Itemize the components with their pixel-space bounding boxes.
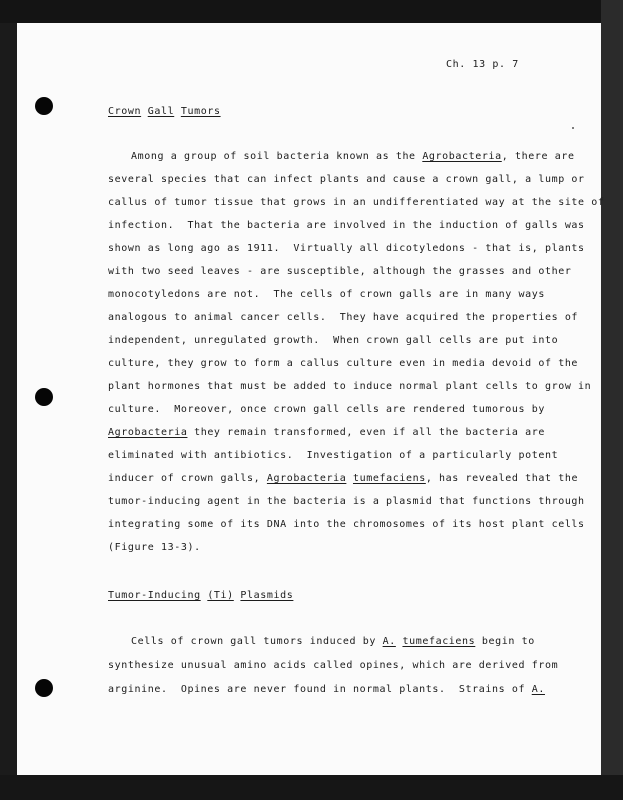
text-segment: arginine. Opines are never found in normal plants. Strains of	[108, 684, 532, 695]
text-line	[131, 151, 575, 162]
heading-word: Crown	[108, 106, 142, 117]
text-segment: , has revealed that the	[425, 473, 579, 484]
heading-word: Tumor-Inducing	[108, 590, 201, 601]
text-line	[108, 197, 605, 208]
text-segment: inducer of crown galls,	[108, 473, 267, 484]
text-line	[108, 312, 578, 323]
underlined-term: Agrobacteria	[108, 427, 188, 438]
section-heading-crown-gall-tumors	[108, 106, 221, 117]
text-segment: shown as long ago as 1911. Virtually all dicotyledons - that is, plants	[108, 243, 585, 254]
text-segment: callus of tumor tissue that grows in an undifferentiated way at the site of	[108, 197, 605, 208]
binder-hole-middle	[35, 388, 53, 406]
page-reference: Ch. 13 p. 7	[446, 59, 519, 70]
binder-hole-top	[35, 97, 53, 115]
heading-word: Gall	[147, 106, 175, 117]
text-line	[108, 174, 585, 185]
scan-border-right	[601, 0, 623, 800]
text-line	[108, 381, 591, 392]
text-line	[108, 450, 558, 461]
text-segment	[346, 473, 353, 484]
text-segment: tumor-inducing agent in the bacteria is a plasmid that functions through	[108, 496, 585, 507]
speck	[572, 127, 574, 129]
text-line	[108, 496, 585, 507]
text-segment: analogous to animal cancer cells. They have acquired the properties of	[108, 312, 579, 323]
text-line	[108, 660, 558, 671]
text-segment: synthesize unusual amino acids called opines, which are derived from	[108, 660, 559, 671]
text-line	[108, 220, 585, 231]
text-segment: culture. Moreover, once crown gall cells are rendered tumorous by	[108, 404, 545, 415]
text-line	[108, 404, 545, 415]
text-line	[108, 473, 578, 484]
text-segment: monocotyledons are not. The cells of crown galls are in many ways	[108, 289, 545, 300]
underlined-term: Agrobacteria	[266, 473, 347, 484]
text-segment: (Figure 13-3).	[108, 542, 201, 553]
text-line	[108, 684, 545, 695]
text-line	[108, 335, 558, 346]
text-line	[108, 289, 545, 300]
text-segment: Among a group of soil bacteria known as the	[131, 151, 423, 162]
text-segment: , there are	[501, 151, 575, 162]
text-line	[131, 636, 535, 647]
text-segment: integrating some of its DNA into the chromosomes of its host plant cells	[108, 519, 585, 530]
text-segment: Cells of crown gall tumors induced by	[131, 636, 383, 647]
scan-border-bottom	[0, 775, 623, 800]
text-segment: begin to	[475, 636, 535, 647]
underlined-term: Agrobacteria	[422, 151, 502, 162]
binder-hole-bottom	[35, 679, 53, 697]
text-segment: culture, they grow to form a callus culture even in media devoid of the	[108, 358, 579, 369]
section-heading-ti-plasmids	[108, 590, 293, 601]
text-line	[108, 243, 585, 254]
text-segment: several species that can infect plants and cause a crown gall, a lump or	[108, 174, 585, 185]
heading-word: Tumors	[180, 106, 221, 117]
heading-word: Plasmids	[240, 590, 294, 601]
underlined-term: tumefaciens	[402, 636, 476, 647]
underlined-term: A.	[382, 636, 396, 647]
text-line	[108, 266, 571, 277]
heading-word: (Ti)	[207, 590, 234, 601]
text-segment: plant hormones that must be added to induce normal plant cells to grow in	[108, 381, 592, 392]
text-line	[108, 358, 578, 369]
underlined-term: tumefaciens	[352, 473, 426, 484]
scan-border-top	[0, 0, 623, 23]
text-segment: eliminated with antibiotics. Investigation of a particularly potent	[108, 450, 559, 461]
text-line	[108, 542, 201, 553]
text-segment: with two seed leaves - are susceptible, although the grasses and other	[108, 266, 572, 277]
underlined-term: A.	[531, 684, 545, 695]
text-line	[108, 519, 585, 530]
document-page	[17, 23, 605, 775]
text-segment: they remain transformed, even if all the bacteria are	[187, 427, 545, 438]
text-segment: independent, unregulated growth. When crown gall cells are put into	[108, 335, 559, 346]
text-segment: infection. That the bacteria are involved in the induction of galls was	[108, 220, 585, 231]
text-line	[108, 427, 545, 438]
